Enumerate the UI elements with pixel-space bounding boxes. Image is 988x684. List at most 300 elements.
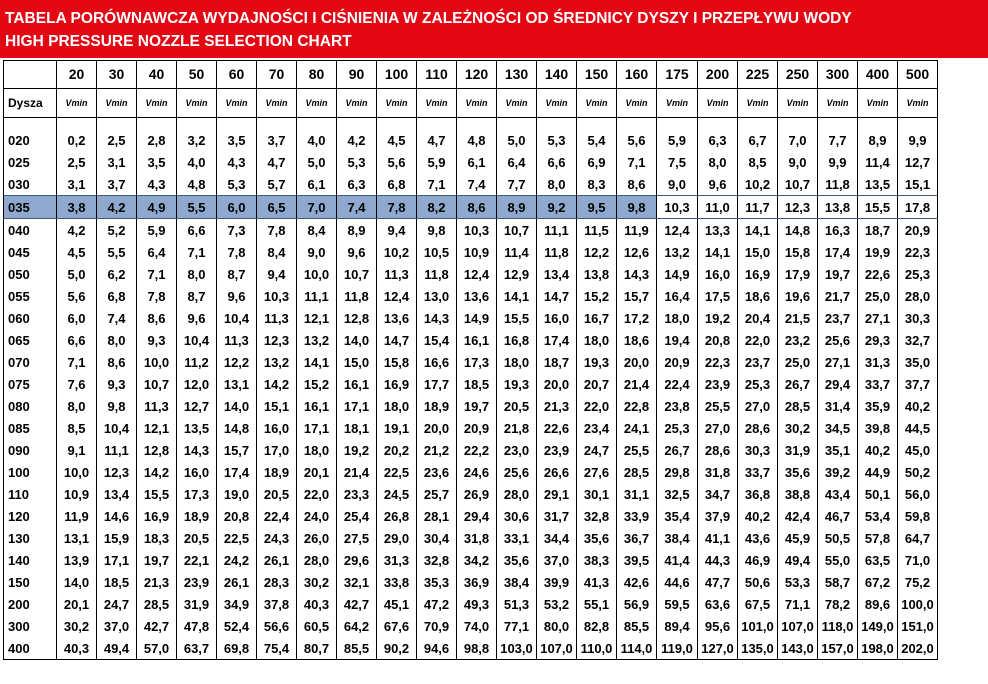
pressure-header-row: [4, 61, 938, 89]
flow-value: 11,9: [617, 219, 657, 242]
nozzle-size: 020: [4, 129, 57, 151]
flow-value: 67,6: [377, 615, 417, 637]
flow-value: 14,7: [537, 285, 577, 307]
flow-value: 50,2: [898, 461, 938, 483]
flow-value: 46,9: [738, 549, 778, 571]
unit-label: Vmin: [457, 89, 497, 118]
flow-value: 20,4: [738, 307, 778, 329]
flow-value: 16,0: [537, 307, 577, 329]
flow-value: 12,1: [137, 417, 177, 439]
flow-value: 20,9: [657, 351, 698, 373]
flow-value: 59,5: [657, 593, 698, 615]
flow-value: 24,7: [577, 439, 617, 461]
nozzle-size: 200: [4, 593, 57, 615]
flow-value: 24,0: [297, 505, 337, 527]
flow-value: 17,1: [97, 549, 137, 571]
flow-value: 16,8: [497, 329, 537, 351]
flow-value: 127,0: [698, 637, 738, 660]
flow-value: 6,0: [57, 307, 97, 329]
flow-value: 25,0: [778, 351, 818, 373]
flow-value: 37,0: [97, 615, 137, 637]
flow-value: 58,7: [818, 571, 858, 593]
flow-value: 30,1: [577, 483, 617, 505]
flow-value: 19,1: [377, 417, 417, 439]
flow-value: 15,4: [417, 329, 457, 351]
flow-value: 20,5: [497, 395, 537, 417]
flow-value: 18,9: [177, 505, 217, 527]
flow-value: 12,4: [657, 219, 698, 242]
flow-value: 15,8: [778, 241, 818, 263]
flow-value: 13,9: [57, 549, 97, 571]
nozzle-size: 035: [4, 196, 57, 219]
flow-value: 8,0: [177, 263, 217, 285]
flow-value: 25,0: [858, 285, 898, 307]
pressure-header: 70: [257, 61, 297, 89]
flow-value: 20,2: [377, 439, 417, 461]
flow-value: 42,6: [617, 571, 657, 593]
table-row: [4, 637, 938, 660]
flow-value: 4,5: [377, 129, 417, 151]
flow-value: 39,5: [617, 549, 657, 571]
flow-value: 11,7: [738, 196, 778, 219]
pressure-header: 200: [698, 61, 738, 89]
flow-value: 34,5: [818, 417, 858, 439]
flow-value: 34,4: [537, 527, 577, 549]
flow-value: 26,1: [257, 549, 297, 571]
flow-value: 14,3: [417, 307, 457, 329]
flow-value: 12,2: [577, 241, 617, 263]
flow-value: 25,3: [738, 373, 778, 395]
flow-value: 23,7: [738, 351, 778, 373]
nozzle-size: 050: [4, 263, 57, 285]
flow-value: 5,3: [337, 151, 377, 173]
flow-value: 27,0: [738, 395, 778, 417]
flow-value: 22,2: [457, 439, 497, 461]
flow-value: 11,1: [297, 285, 337, 307]
flow-value: 14,1: [297, 351, 337, 373]
flow-value: 8,6: [97, 351, 137, 373]
spacer-cell: [698, 118, 738, 130]
flow-value: 55,0: [818, 549, 858, 571]
pressure-header: 175: [657, 61, 698, 89]
flow-value: 11,8: [818, 173, 858, 196]
flow-value: 15,9: [97, 527, 137, 549]
flow-value: 14,9: [657, 263, 698, 285]
flow-value: 31,1: [617, 483, 657, 505]
pressure-header: 150: [577, 61, 617, 89]
flow-value: 5,9: [657, 129, 698, 151]
flow-value: 15,1: [257, 395, 297, 417]
table-row: [4, 461, 938, 483]
title-banner: [0, 0, 988, 58]
flow-value: 8,7: [177, 285, 217, 307]
flow-value: 3,1: [97, 151, 137, 173]
flow-value: 22,1: [177, 549, 217, 571]
flow-value: 23,3: [337, 483, 377, 505]
spacer-cell: [257, 118, 297, 130]
flow-value: 30,4: [417, 527, 457, 549]
flow-value: 38,3: [577, 549, 617, 571]
flow-value: 202,0: [898, 637, 938, 660]
flow-value: 35,0: [898, 351, 938, 373]
flow-value: 40,3: [297, 593, 337, 615]
flow-value: 69,8: [217, 637, 257, 660]
flow-value: 17,1: [297, 417, 337, 439]
title-polish: TABELA PORÓWNAWCZA WYDAJNOŚCI I CIŚNIENIA W ZALEŻNOŚCI OD ŚREDNICY DYSZY I PRZEPŁYWU WODY: [5, 10, 852, 27]
pressure-header: 225: [738, 61, 778, 89]
flow-value: 80,0: [537, 615, 577, 637]
flow-value: 28,0: [898, 285, 938, 307]
flow-value: 80,7: [297, 637, 337, 660]
flow-value: 4,7: [257, 151, 297, 173]
flow-value: 5,9: [137, 219, 177, 242]
table-row: [4, 307, 938, 329]
flow-value: 53,4: [858, 505, 898, 527]
table-row: [4, 527, 938, 549]
flow-value: 64,2: [337, 615, 377, 637]
flow-value: 18,5: [97, 571, 137, 593]
flow-value: 10,9: [57, 483, 97, 505]
flow-value: 16,9: [738, 263, 778, 285]
flow-value: 15,8: [377, 351, 417, 373]
flow-value: 8,4: [297, 219, 337, 242]
flow-value: 47,2: [417, 593, 457, 615]
flow-value: 47,7: [698, 571, 738, 593]
nozzle-size: 045: [4, 241, 57, 263]
flow-value: 19,3: [577, 351, 617, 373]
flow-value: 7,7: [497, 173, 537, 196]
flow-value: 13,5: [177, 417, 217, 439]
flow-value: 9,0: [657, 173, 698, 196]
flow-value: 6,8: [97, 285, 137, 307]
flow-value: 44,6: [657, 571, 698, 593]
flow-value: 16,0: [177, 461, 217, 483]
flow-value: 14,1: [497, 285, 537, 307]
flow-value: 37,9: [698, 505, 738, 527]
flow-value: 27,1: [858, 307, 898, 329]
flow-value: 17,3: [457, 351, 497, 373]
flow-value: 3,8: [57, 196, 97, 219]
flow-value: 6,3: [698, 129, 738, 151]
table-row: [4, 219, 938, 242]
flow-value: 29,4: [818, 373, 858, 395]
flow-value: 63,6: [698, 593, 738, 615]
flow-value: 15,5: [858, 196, 898, 219]
flow-value: 6,8: [377, 173, 417, 196]
flow-value: 7,1: [417, 173, 457, 196]
flow-value: 10,0: [297, 263, 337, 285]
flow-value: 5,5: [177, 196, 217, 219]
flow-value: 13,2: [297, 329, 337, 351]
flow-value: 16,0: [257, 417, 297, 439]
flow-value: 29,3: [858, 329, 898, 351]
flow-value: 35,6: [778, 461, 818, 483]
nozzle-size: 120: [4, 505, 57, 527]
flow-value: 12,6: [617, 241, 657, 263]
flow-value: 20,0: [537, 373, 577, 395]
nozzle-size: 065: [4, 329, 57, 351]
flow-value: 17,3: [177, 483, 217, 505]
flow-value: 75,4: [257, 637, 297, 660]
flow-value: 42,4: [778, 505, 818, 527]
flow-value: 9,6: [217, 285, 257, 307]
flow-value: 77,1: [497, 615, 537, 637]
flow-value: 7,6: [57, 373, 97, 395]
flow-value: 6,6: [57, 329, 97, 351]
flow-value: 16,3: [818, 219, 858, 242]
flow-value: 198,0: [858, 637, 898, 660]
spacer-cell: [337, 118, 377, 130]
flow-value: 16,7: [577, 307, 617, 329]
flow-value: 21,3: [537, 395, 577, 417]
flow-value: 4,8: [457, 129, 497, 151]
nozzle-size: 075: [4, 373, 57, 395]
flow-value: 18,6: [738, 285, 778, 307]
flow-value: 15,5: [137, 483, 177, 505]
flow-value: 31,8: [457, 527, 497, 549]
flow-value: 24,7: [97, 593, 137, 615]
flow-value: 11,2: [177, 351, 217, 373]
flow-value: 21,3: [137, 571, 177, 593]
unit-label: Vmin: [497, 89, 537, 118]
flow-value: 7,4: [337, 196, 377, 219]
flow-value: 12,8: [137, 439, 177, 461]
flow-value: 0,2: [57, 129, 97, 151]
flow-value: 42,7: [137, 615, 177, 637]
table-row: [4, 241, 938, 263]
flow-value: 31,9: [778, 439, 818, 461]
flow-value: 7,1: [137, 263, 177, 285]
flow-value: 18,0: [497, 351, 537, 373]
nozzle-size: 080: [4, 395, 57, 417]
flow-value: 39,9: [537, 571, 577, 593]
flow-value: 11,5: [577, 219, 617, 242]
flow-value: 39,2: [818, 461, 858, 483]
table-row: [4, 549, 938, 571]
flow-value: 12,2: [217, 351, 257, 373]
flow-value: 23,9: [177, 571, 217, 593]
flow-value: 31,3: [858, 351, 898, 373]
pressure-header: 400: [858, 61, 898, 89]
flow-value: 3,5: [217, 129, 257, 151]
flow-value: 7,1: [617, 151, 657, 173]
flow-value: 40,3: [57, 637, 97, 660]
flow-value: 35,3: [417, 571, 457, 593]
flow-value: 13,4: [537, 263, 577, 285]
table-row: [4, 571, 938, 593]
flow-value: 10,0: [57, 461, 97, 483]
flow-value: 38,4: [497, 571, 537, 593]
flow-value: 8,9: [497, 196, 537, 219]
flow-value: 10,7: [337, 263, 377, 285]
spacer-cell: [657, 118, 698, 130]
flow-value: 26,0: [297, 527, 337, 549]
flow-value: 78,2: [818, 593, 858, 615]
flow-value: 70,9: [417, 615, 457, 637]
pressure-header: 160: [617, 61, 657, 89]
nozzle-size: 030: [4, 173, 57, 196]
flow-value: 4,0: [297, 129, 337, 151]
flow-value: 7,5: [657, 151, 698, 173]
flow-value: 22,0: [738, 329, 778, 351]
pressure-header: 60: [217, 61, 257, 89]
flow-value: 2,5: [97, 129, 137, 151]
nozzle-size: 300: [4, 615, 57, 637]
table-row: [4, 505, 938, 527]
unit-label: Vmin: [818, 89, 858, 118]
flow-value: 67,2: [858, 571, 898, 593]
flow-value: 19,2: [698, 307, 738, 329]
pressure-header: 140: [537, 61, 577, 89]
flow-value: 11,3: [137, 395, 177, 417]
flow-value: 44,5: [898, 417, 938, 439]
flow-value: 13,6: [457, 285, 497, 307]
flow-value: 18,0: [577, 329, 617, 351]
flow-value: 12,9: [497, 263, 537, 285]
flow-value: 25,5: [698, 395, 738, 417]
flow-value: 43,4: [818, 483, 858, 505]
title-english: HIGH PRESSURE NOZZLE SELECTION CHART: [5, 33, 352, 50]
flow-value: 8,0: [698, 151, 738, 173]
unit-label: Vmin: [257, 89, 297, 118]
flow-value: 9,6: [698, 173, 738, 196]
flow-value: 16,6: [417, 351, 457, 373]
flow-value: 14,3: [177, 439, 217, 461]
flow-value: 9,4: [257, 263, 297, 285]
flow-value: 14,1: [698, 241, 738, 263]
flow-value: 22,5: [377, 461, 417, 483]
flow-value: 29,0: [377, 527, 417, 549]
flow-value: 7,0: [778, 129, 818, 151]
flow-value: 11,0: [698, 196, 738, 219]
flow-value: 5,6: [57, 285, 97, 307]
flow-value: 11,8: [537, 241, 577, 263]
flow-value: 41,3: [577, 571, 617, 593]
flow-value: 28,6: [738, 417, 778, 439]
flow-value: 29,6: [337, 549, 377, 571]
flow-value: 19,7: [457, 395, 497, 417]
flow-value: 4,8: [177, 173, 217, 196]
flow-value: 18,5: [457, 373, 497, 395]
pressure-header: 20: [57, 61, 97, 89]
flow-value: 30,2: [778, 417, 818, 439]
flow-value: 4,0: [177, 151, 217, 173]
flow-value: 4,2: [97, 196, 137, 219]
flow-value: 17,4: [818, 241, 858, 263]
flow-value: 28,1: [417, 505, 457, 527]
flow-value: 118,0: [818, 615, 858, 637]
flow-value: 31,8: [698, 461, 738, 483]
flow-value: 15,7: [617, 285, 657, 307]
unit-label: Vmin: [337, 89, 377, 118]
flow-value: 22,8: [617, 395, 657, 417]
flow-value: 10,9: [457, 241, 497, 263]
flow-value: 6,0: [217, 196, 257, 219]
flow-value: 18,0: [297, 439, 337, 461]
unit-label: Vmin: [738, 89, 778, 118]
nozzle-selection-table: [3, 60, 938, 660]
flow-value: 13,8: [577, 263, 617, 285]
unit-label: Vmin: [217, 89, 257, 118]
flow-value: 63,5: [858, 549, 898, 571]
flow-value: 71,1: [778, 593, 818, 615]
flow-value: 25,6: [818, 329, 858, 351]
flow-value: 19,2: [337, 439, 377, 461]
spacer-cell: [577, 118, 617, 130]
flow-value: 12,3: [257, 329, 297, 351]
flow-value: 19,0: [217, 483, 257, 505]
flow-value: 9,0: [778, 151, 818, 173]
flow-value: 8,9: [858, 129, 898, 151]
flow-value: 18,6: [617, 329, 657, 351]
pressure-header: 90: [337, 61, 377, 89]
flow-value: 11,3: [257, 307, 297, 329]
flow-value: 14,2: [257, 373, 297, 395]
flow-value: 10,4: [177, 329, 217, 351]
flow-value: 10,2: [377, 241, 417, 263]
flow-value: 30,2: [297, 571, 337, 593]
flow-value: 35,1: [818, 439, 858, 461]
flow-value: 26,9: [457, 483, 497, 505]
flow-value: 16,1: [337, 373, 377, 395]
flow-value: 11,4: [858, 151, 898, 173]
flow-value: 9,8: [97, 395, 137, 417]
flow-value: 19,6: [778, 285, 818, 307]
flow-value: 9,4: [377, 219, 417, 242]
flow-value: 26,7: [657, 439, 698, 461]
flow-value: 11,8: [337, 285, 377, 307]
unit-label: Vmin: [698, 89, 738, 118]
flow-value: 32,8: [577, 505, 617, 527]
flow-value: 28,0: [497, 483, 537, 505]
flow-value: 37,7: [898, 373, 938, 395]
flow-value: 19,7: [137, 549, 177, 571]
flow-value: 25,3: [657, 417, 698, 439]
flow-value: 22,4: [257, 505, 297, 527]
flow-value: 5,5: [97, 241, 137, 263]
flow-value: 11,1: [537, 219, 577, 242]
flow-value: 6,1: [457, 151, 497, 173]
flow-value: 4,5: [57, 241, 97, 263]
flow-value: 14,0: [57, 571, 97, 593]
row-label-header: Dysza: [4, 89, 57, 118]
flow-value: 22,0: [297, 483, 337, 505]
spacer-cell: [497, 118, 537, 130]
flow-value: 14,1: [738, 219, 778, 242]
flow-value: 7,1: [177, 241, 217, 263]
flow-value: 13,5: [858, 173, 898, 196]
flow-value: 82,8: [577, 615, 617, 637]
flow-value: 53,3: [778, 571, 818, 593]
flow-value: 32,1: [337, 571, 377, 593]
spacer-cell: [217, 118, 257, 130]
pressure-header: 100: [377, 61, 417, 89]
flow-value: 19,7: [818, 263, 858, 285]
flow-value: 18,0: [657, 307, 698, 329]
flow-value: 57,0: [137, 637, 177, 660]
flow-value: 5,2: [97, 219, 137, 242]
flow-value: 23,8: [657, 395, 698, 417]
flow-value: 45,1: [377, 593, 417, 615]
table-row: [4, 129, 938, 151]
flow-value: 25,3: [898, 263, 938, 285]
pressure-header: 50: [177, 61, 217, 89]
unit-label: Vmin: [858, 89, 898, 118]
flow-value: 7,8: [217, 241, 257, 263]
flow-value: 21,4: [337, 461, 377, 483]
flow-value: 8,0: [537, 173, 577, 196]
flow-value: 13,1: [217, 373, 257, 395]
